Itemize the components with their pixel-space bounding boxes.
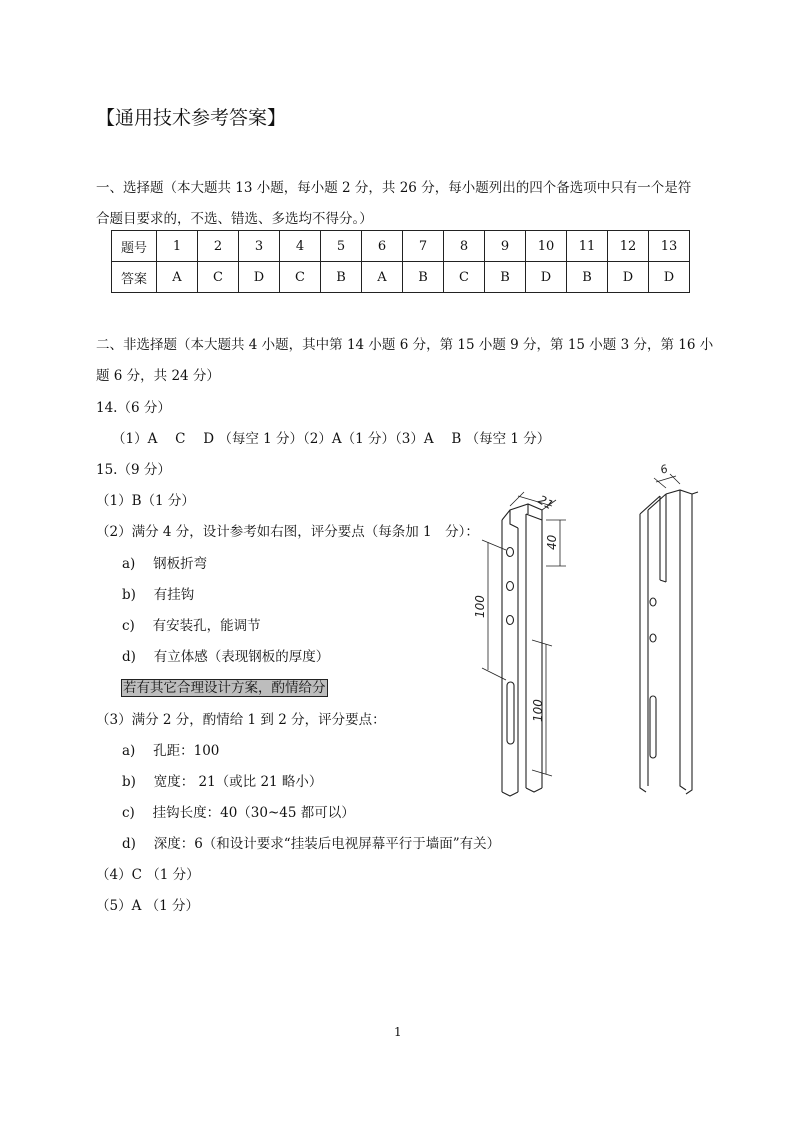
dimension-label-depth: 6 xyxy=(658,462,670,477)
q15-part3-item-b: b) 宽度： 21（或比 21 略小） xyxy=(122,774,323,790)
table-cell: A xyxy=(157,262,198,293)
table-cell: 6 xyxy=(362,231,403,262)
q15-part2-item-c: c) 有安装孔，能调节 xyxy=(122,618,261,634)
q15-part2-item-b: b) 有挂钩 xyxy=(122,587,195,603)
q15-part1: （1）B（1 分） xyxy=(96,493,195,509)
row-label-answer: 答案 xyxy=(112,262,157,293)
table-cell: 5 xyxy=(321,231,362,262)
table-cell: 12 xyxy=(608,231,649,262)
section2-instructions-line2: 题 6 分，共 24 分） xyxy=(96,368,220,384)
table-cell: 1 xyxy=(157,231,198,262)
page-title: 【通用技术参考答案】 xyxy=(96,107,287,129)
table-cell: 9 xyxy=(485,231,526,262)
table-row-numbers xyxy=(112,231,690,262)
section2-instructions-line1: 二、非选择题（本大题共 4 小题，其中第 14 小题 6 分，第 15 小题 9 分，第 15 小题 3 分，第 16 小 xyxy=(96,337,714,353)
q15-part3-item-a: a) 孔距：100 xyxy=(122,743,220,759)
q15-part5: （5）A （1 分） xyxy=(96,898,200,914)
table-cell: D xyxy=(649,262,690,293)
section1-instructions-line1: 一、选择题（本大题共 13 小题，每小题 2 分，共 26 分，每小题列出的四个备选项中只有一个是符 xyxy=(96,180,692,196)
table-cell: 2 xyxy=(198,231,239,262)
page-number: 1 xyxy=(394,1025,402,1039)
row-label-number: 题号 xyxy=(112,231,157,262)
table-cell: C xyxy=(280,262,321,293)
q15-part3-item-c: c) 挂钩长度：40（30~45 都可以） xyxy=(122,805,355,821)
table-cell: 11 xyxy=(567,231,608,262)
table-cell: 8 xyxy=(444,231,485,262)
table-cell: 4 xyxy=(280,231,321,262)
q14-heading: 14.（6 分） xyxy=(96,400,171,416)
table-cell: B xyxy=(321,262,362,293)
table-cell: 3 xyxy=(239,231,280,262)
table-cell: 10 xyxy=(526,231,567,262)
table-cell: C xyxy=(198,262,239,293)
q15-part3-item-d: d) 深度：6（和设计要求“挂装后电视屏幕平行于墙面”有关） xyxy=(122,836,501,852)
answer-table xyxy=(111,230,690,293)
q15-part2: （2）满分 4 分，设计参考如右图，评分要点（每条加 1 分）： xyxy=(96,524,479,540)
table-cell: D xyxy=(608,262,649,293)
table-row-answers xyxy=(112,262,690,293)
table-cell: B xyxy=(403,262,444,293)
table-cell: A xyxy=(362,262,403,293)
table-cell: B xyxy=(567,262,608,293)
dimension-label-hole-spacing: 100 xyxy=(473,595,487,618)
q15-part2-item-a: a) 钢板折弯 xyxy=(122,556,208,572)
dimension-label-width: 21 xyxy=(535,492,556,513)
table-cell: C xyxy=(444,262,485,293)
table-cell: D xyxy=(526,262,567,293)
section1-instructions-line2: 合题目要求的，不选、错选、多选均不得分。） xyxy=(96,211,373,227)
q15-part2-note: 若有其它合理设计方案，酌情给分 xyxy=(123,680,326,696)
q15-part4: （4）C （1 分） xyxy=(96,867,200,883)
table-cell: 13 xyxy=(649,231,690,262)
table-cell: 7 xyxy=(403,231,444,262)
q15-part2-item-d: d) 有立体感（表现钢板的厚度） xyxy=(122,649,330,665)
q14-answer: （1）A C D （每空 1 分）（2）A（1 分）（3）A B （每空 1 分） xyxy=(112,431,551,447)
q15-heading: 15.（9 分） xyxy=(96,462,171,478)
bracket-design-drawing xyxy=(470,462,710,800)
dimension-label-slot: 100 xyxy=(531,699,545,722)
table-cell: B xyxy=(485,262,526,293)
dimension-label-hook: 40 xyxy=(545,534,559,550)
table-cell: D xyxy=(239,262,280,293)
q15-part3: （3）满分 2 分，酌情给 1 到 2 分，评分要点： xyxy=(96,712,386,728)
